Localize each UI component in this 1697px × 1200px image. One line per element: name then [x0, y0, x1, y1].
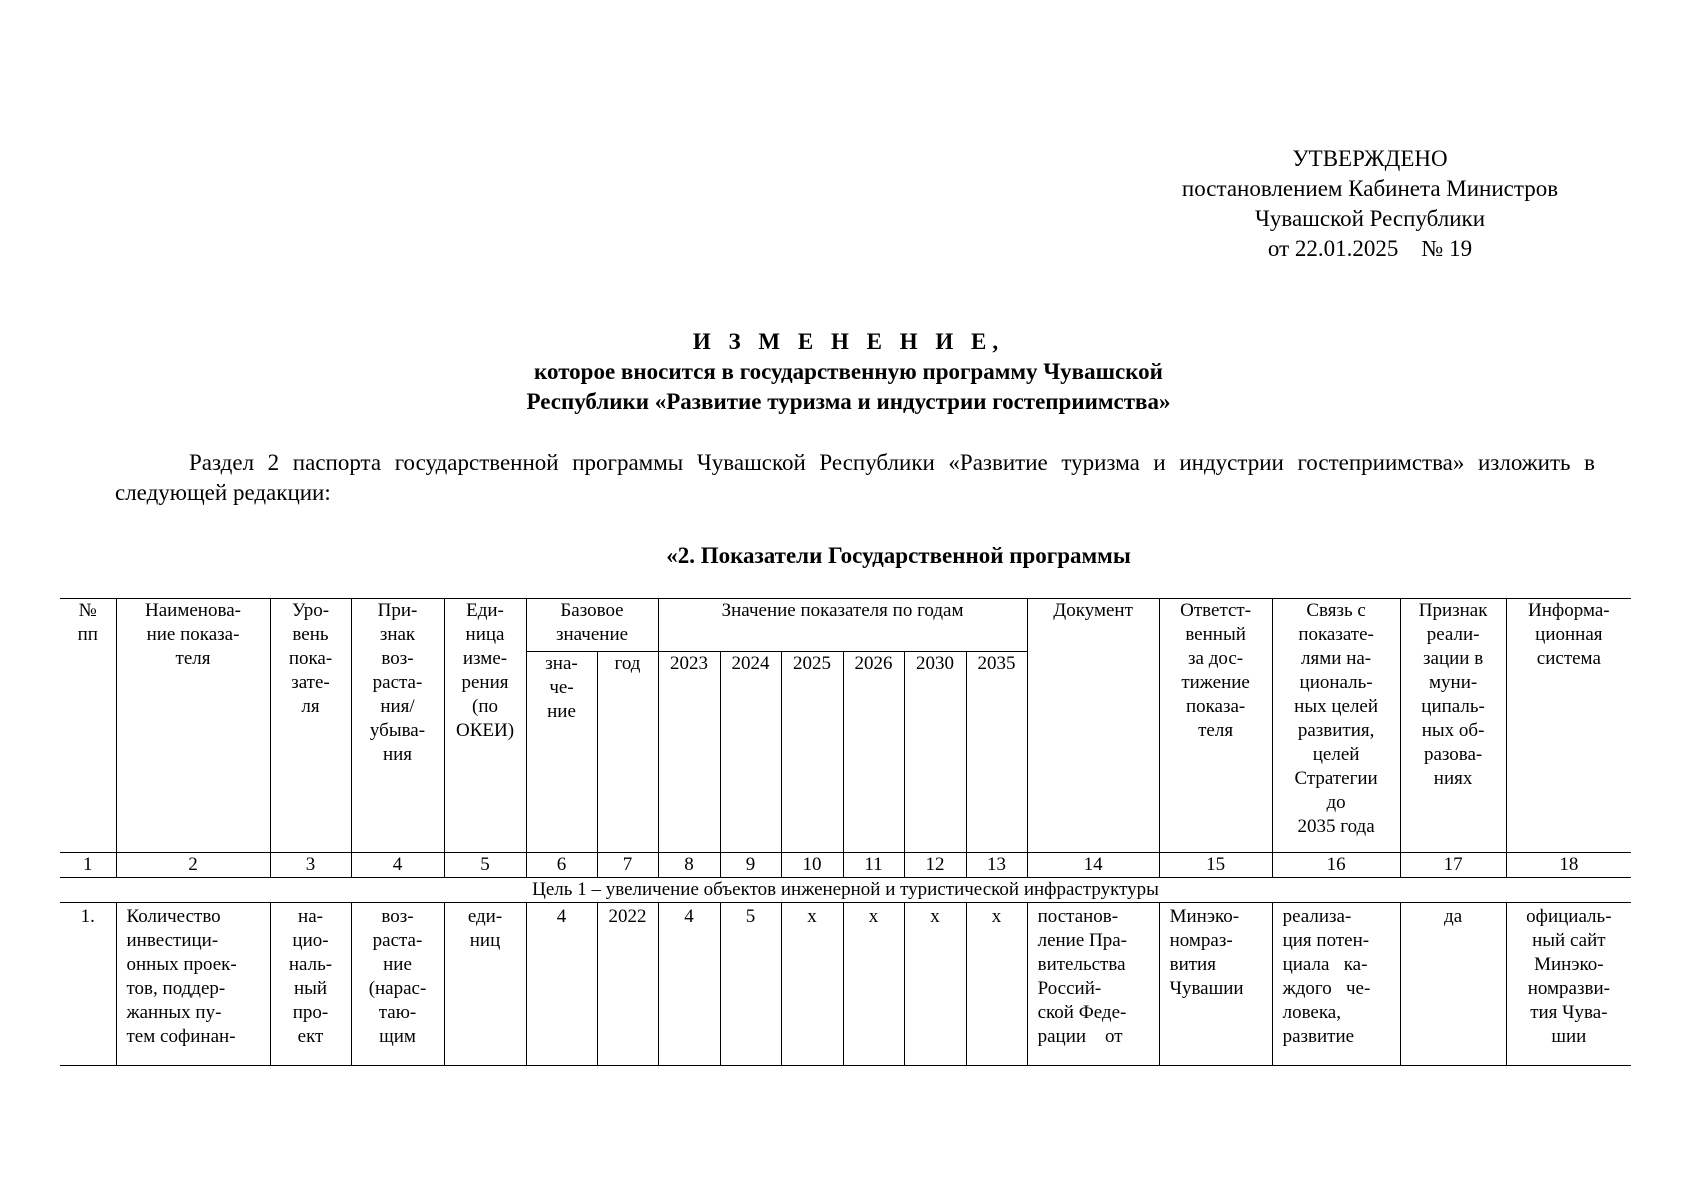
column-number: 16 — [1272, 853, 1400, 878]
cell-value-2035: x — [966, 903, 1027, 1066]
cell-responsible: Минэко- номраз- вития Чувашии — [1159, 903, 1272, 1066]
column-number: 1 — [60, 853, 116, 878]
cell-value-2026: x — [843, 903, 904, 1066]
cell-indicator-name: Количество инвестици- онных проек- тов, поддер- жанных пу- тем софинан- — [116, 903, 270, 1066]
header-year-2024: 2024 — [720, 652, 781, 853]
column-number: 12 — [904, 853, 966, 878]
header-base-value: Базовое значение — [526, 599, 658, 652]
document-title — [0, 327, 1697, 417]
header-year-2030: 2030 — [904, 652, 966, 853]
header-municipal: Признак реали- зации в муни- ципаль- ных об- разова- ниях — [1400, 599, 1506, 853]
column-number: 14 — [1027, 853, 1159, 878]
header-year-2035: 2035 — [966, 652, 1027, 853]
cell-info-system: официаль- ный сайт Минэко- номразви- тия Чува- шии — [1506, 903, 1631, 1066]
goal-text: Цель 1 – увеличение объектов инженерной и туристической инфраструктуры — [60, 878, 1631, 903]
cell-value-2030: x — [904, 903, 966, 1066]
header-responsible: Ответст- венный за дос- тижение показа- теля — [1159, 599, 1272, 853]
column-number: 7 — [597, 853, 658, 878]
header-base-val: зна- че- ние — [526, 652, 597, 853]
header-link: Связь с показате- лями на- циональ- ных целей развития, целей Стратегии до 2035 года — [1272, 599, 1400, 853]
cell-base-year: 2022 — [597, 903, 658, 1066]
header-year-2025: 2025 — [781, 652, 843, 853]
indicators-table — [60, 598, 1631, 1066]
section-title: «2. Показатели Государственной программы — [666, 543, 1131, 568]
cell-level: на- цио- наль- ный про- ект — [270, 903, 351, 1066]
header-info-system: Информа- ционная система — [1506, 599, 1631, 853]
cell-value-2025: x — [781, 903, 843, 1066]
header-base-year: год — [597, 652, 658, 853]
approval-stamp — [1140, 144, 1600, 264]
column-number: 10 — [781, 853, 843, 878]
intro-text: Раздел 2 паспорта государственной программы Чувашской Республики «Развитие туризма и индустрии гостеприимства» изложить в следующей редакции: — [115, 450, 1595, 505]
header-level: Уро- вень пока- зате- ля — [270, 599, 351, 853]
column-number: 9 — [720, 853, 781, 878]
header-year-2026: 2026 — [843, 652, 904, 853]
column-number: 11 — [843, 853, 904, 878]
column-number: 18 — [1506, 853, 1631, 878]
cell-document: постанов- ление Пра- вительства Россий- ской Феде- рации от — [1027, 903, 1159, 1066]
header-trend: При- знак воз- раста- ния/ убыва- ния — [351, 599, 444, 853]
goal-row — [60, 878, 1631, 903]
approval-line-3: Чувашской Республики — [1254, 206, 1486, 231]
column-number: 4 — [351, 853, 444, 878]
approval-line-4: от 22.01.2025 № 19 — [1267, 236, 1473, 261]
column-numbers-row — [60, 853, 1631, 878]
title-line-2: которое вносится в государственную программу Чувашской — [534, 359, 1163, 384]
header-number: № пп — [60, 599, 116, 853]
column-number: 3 — [270, 853, 351, 878]
cell-base-value: 4 — [526, 903, 597, 1066]
cell-trend: воз- раста- ние (нарас- таю- щим — [351, 903, 444, 1066]
header-indicator-name: Наименова- ние показа- теля — [116, 599, 270, 853]
header-document: Документ — [1027, 599, 1159, 853]
cell-number: 1. — [60, 903, 116, 1066]
header-years: Значение показателя по годам — [658, 599, 1027, 652]
column-number: 5 — [444, 853, 526, 878]
intro-paragraph — [115, 448, 1595, 508]
cell-value-2024: 5 — [720, 903, 781, 1066]
header-year-2023: 2023 — [658, 652, 720, 853]
cell-municipal: да — [1400, 903, 1506, 1066]
title-line-1: И З М Е Н Е Н И Е, — [692, 329, 1005, 354]
table-row — [60, 903, 1631, 1066]
cell-unit: еди- ниц — [444, 903, 526, 1066]
column-number: 17 — [1400, 853, 1506, 878]
column-number: 13 — [966, 853, 1027, 878]
table-header-row — [60, 599, 1631, 652]
column-number: 6 — [526, 853, 597, 878]
column-number: 15 — [1159, 853, 1272, 878]
approval-line-1: УТВЕРЖДЕНО — [1292, 146, 1448, 171]
cell-link: реализа- ция потен- циала ка- ждого че- ловека, развитие — [1272, 903, 1400, 1066]
header-unit: Еди- ница изме- рения (по ОКЕИ) — [444, 599, 526, 853]
approval-line-2: постановлением Кабинета Министров — [1181, 176, 1559, 201]
title-line-3: Республики «Развитие туризма и индустрии гостеприимства» — [526, 389, 1171, 414]
column-number: 8 — [658, 853, 720, 878]
cell-value-2023: 4 — [658, 903, 720, 1066]
column-number: 2 — [116, 853, 270, 878]
